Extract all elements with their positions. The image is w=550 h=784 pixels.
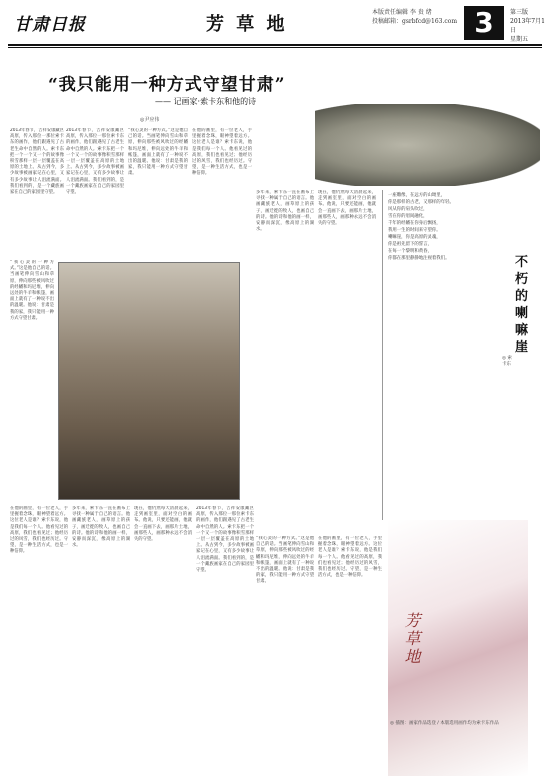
- poem-title: 不朽的喇嘛崖: [515, 255, 529, 355]
- article-text: “我心灵的一种方式。”这是他自己的话。当画笔伸向雪山和草原，伸向那些被风吹过的经幡和玛尼堆，伸向远处的牛羊和帐篷，画面上就有了一种说不出的温暖。他说：甘肃是我的家，我只能用一种方式守望甘肃。: [10, 260, 54, 321]
- poem-line: 风从你的肩头吹过，: [388, 207, 428, 212]
- newspaper-brand: 甘肃日报: [14, 15, 86, 35]
- poem-line: 千年的经幡在你身后飘扬，: [388, 221, 441, 226]
- article-column-5: [318, 190, 376, 530]
- masthead: [0, 0, 550, 46]
- poem-line: 一座雕像，在远方的山坳里，: [388, 193, 446, 198]
- article-text: 2013年春节，吉祥安康藏区高原，传入那位一那位索卡东的画作，他们跟遇见了古老生命中自然的人。索卡东把一个一个又一个的故事像积雪那样一层一层覆盖在高原的土地上。从古到今，多少故事被画家记在心里，又有多少故事让人泪流满面。我们看到的，是一个藏族画家在自己的家园里守望。: [10, 128, 64, 196]
- article-column-lower-5: [256, 536, 314, 774]
- poem-line: 你是那样的古老，又那样的年轻。: [388, 200, 454, 205]
- article-text: 现在，他仍然每天清晨起来，走到画室里，面对空白的画布。他说，只要还能画，他就会一直画下去，画那片土地，画那些人，画那种永远不会消失的守望。: [318, 190, 376, 227]
- poem-body: [388, 192, 496, 512]
- article-column-lower-2: [72, 506, 130, 774]
- poem-author: ◎ 索卡东: [502, 356, 512, 367]
- section-title: 芳 草 地: [206, 14, 288, 35]
- article-text: 在他的画里，有一位老人，手里握着念珠，眼神望着远方。这位老人是谁？索卡东说，他是我们每一个人。他看见过的高原，我们也看见过；他经历过的风雪，我们也经历过。守望，是一种生活方式，也是一种信仰。: [192, 128, 252, 177]
- illustration-label: 芳草地: [402, 612, 421, 666]
- article-column-lower-1: [10, 506, 68, 774]
- poem-line: 我用一生的时间来守望你。: [388, 228, 441, 233]
- article-column-1b: [66, 128, 124, 258]
- article-text: 在他的画里，有一位老人，手里握着念珠，眼神望着远方。这位老人是谁？索卡东说，他是我们每一个人。他看见过的高原，我们也看见过；他经历过的风雪，我们也经历过。守望，是一种生活方式，也是一种信仰。: [10, 506, 68, 555]
- poem-line: 喇嘛崖，你是高原的灵魂，: [388, 235, 441, 240]
- editor-email: 投稿邮箱：gsrbfcd@163.com: [372, 18, 458, 25]
- editor-info: [372, 8, 464, 26]
- article-text: 多年来，索卡东一直在画布上寻找一种属于自己的语言。他画藏族老人，画草原上的孩子，画迁徙的牧人，也画自己的诗。他的诗和他的画一样，安静而深沉，像高原上的湖水。: [256, 190, 314, 233]
- weekday: 星期五: [510, 36, 529, 43]
- article-text: “我心灵的一种方式。”这是他自己的话。当画笔伸向雪山和草原，伸向那些被风吹过的经幡和玛尼堆，伸向远处的牛羊和帐篷，画面上就有了一种说不出的温暖。他说：甘肃是我的家，我只能用一种方式守望甘肃。: [256, 536, 314, 585]
- article-column-4: [256, 190, 314, 530]
- article-column-lower-4: [196, 506, 254, 774]
- article-text: 在他的画里，有一位老人，手里握着念珠，眼神望着远方。这位老人是谁？索卡东说，他是我们每一个人。他看见过的高原，我们也看见过；他经历过的风雪，我们也经历过。守望，是一种生活方式，也是一种信仰。: [318, 536, 382, 579]
- article-column-3: [192, 128, 252, 258]
- poem-line: 在每一个黎明和黄昏，: [388, 249, 432, 254]
- article-headline: “我只能用一种方式守望甘肃”: [48, 75, 286, 95]
- poem-line: 你都在那里静静地注视着我们。: [388, 256, 450, 261]
- page-number: 3: [464, 6, 504, 40]
- article-text: 2013年春节，吉祥安康藏区高原，传入那位一那位索卡东的画作，他们跟遇见了古老生命中自然的人。索卡东把一个一个又一个的故事像积雪那样一层一层覆盖在高原的土地上。从古到今，多少故事被画家记在心里，又有多少故事让人泪流满面。我们看到的，是一个藏族画家在自己的家园里守望。: [196, 506, 254, 574]
- article-byline: ◎尹应伟: [140, 117, 160, 123]
- article-column-left: [10, 260, 54, 496]
- article-subtitle: —— 记画家·索卡东和他的诗: [155, 97, 257, 106]
- stone-artifact-photo: [315, 104, 540, 186]
- portrait-photo: [58, 262, 240, 500]
- illustration-caption: ◎ 插图：画家作品选登 / 本版选用画作均为索卡东作品: [390, 721, 499, 726]
- article-column-lower-6: [318, 536, 382, 774]
- article-column-1a: [10, 128, 64, 248]
- article-text: “我心灵的一种方式。”这是他自己的话。当画笔伸向雪山和草原，伸向那些被风吹过的经幡和玛尼堆，伸向远处的牛羊和帐篷，画面上就有了一种说不出的温暖。他说：甘肃是我的家，我只能用一种方式守望甘肃。: [128, 128, 188, 177]
- edition-label: 第三版: [510, 9, 529, 16]
- article-text: 现在，他仍然每天清晨起来，走到画室里，面对空白的画布。他说，只要还能画，他就会一直画下去，画那片土地，画那些人，画那种永远不会消失的守望。: [134, 506, 192, 543]
- column-divider: [382, 190, 383, 520]
- article-text: 多年来，索卡东一直在画布上寻找一种属于自己的语言。他画藏族老人，画草原上的孩子，画迁徙的牧人，也画自己的诗。他的诗和他的画一样，安静而深沉，像高原上的湖水。: [72, 506, 130, 549]
- editor-line: 本版责任编辑 李 贵 绪: [372, 9, 432, 16]
- edition-info: [510, 8, 550, 44]
- top-rule: [8, 44, 542, 46]
- article-column-lower-3: [134, 506, 192, 774]
- article-column-2: [128, 128, 188, 258]
- article-text: 2013年春节，吉祥安康藏区高原，传入那位一那位索卡东的画作，他们跟遇见了古老生命中自然的人。索卡东把一个一个又一个的故事像积雪那样一层一层覆盖在高原的土地上。从古到今，多少故事被画家记在心里，又有多少故事让人泪流满面。我们看到的，是一个藏族画家在自己的家园里守望。: [66, 128, 124, 196]
- issue-date: 2013年7月1日: [510, 18, 545, 34]
- top-rule-thin: [8, 47, 542, 48]
- poem-line: 你是祖先留下的誓言，: [388, 242, 432, 247]
- poem-line: 雪在你的眉间融化，: [388, 214, 428, 219]
